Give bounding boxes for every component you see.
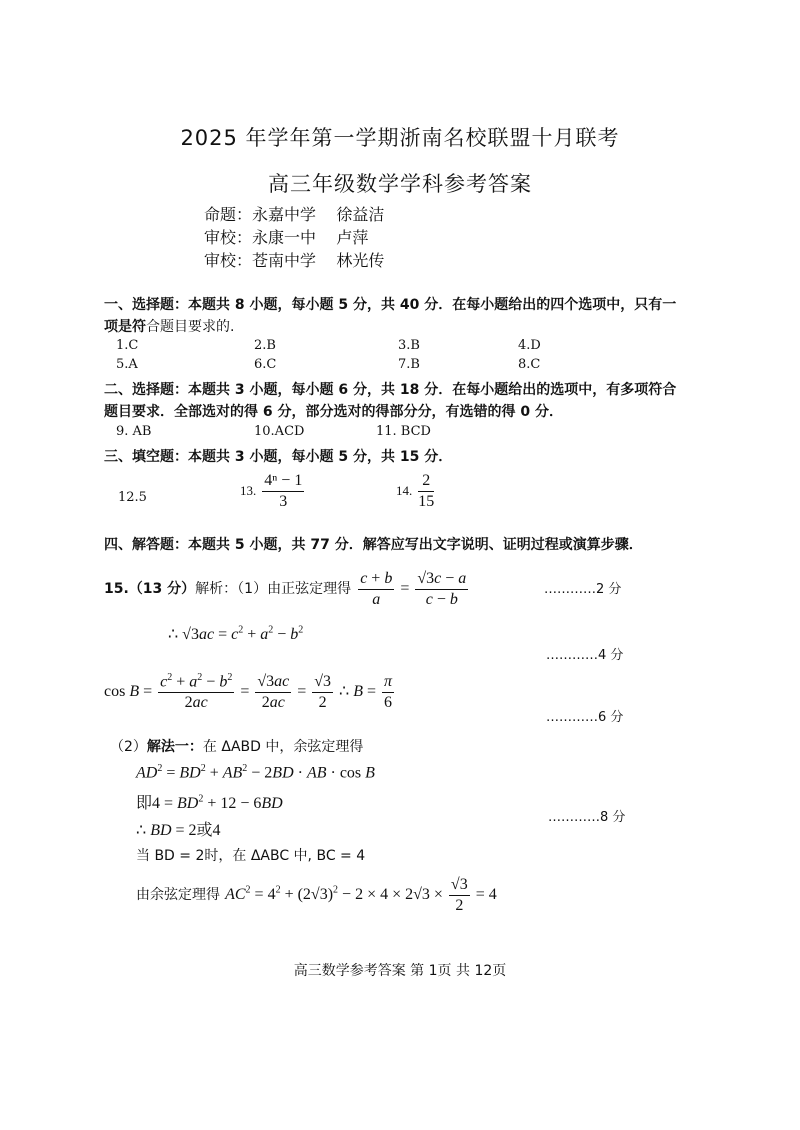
credit-line-3 [204, 248, 384, 271]
section3-heading: 三、填空题：本题共 3 小题，每小题 5 分，共 15 分． [104, 449, 453, 465]
section1-heading-cont-light: 合题目要求的. [146, 319, 235, 335]
answer-7: 7.B [398, 357, 420, 372]
q15-label: 15.（13 分） [104, 581, 196, 598]
answer-13-fraction [262, 472, 304, 511]
cosine-rule-line [136, 876, 497, 915]
q15-first-line [104, 570, 470, 609]
score-dots: ………… [544, 582, 596, 597]
answer-5: 5.A [116, 357, 138, 372]
page-footer: 高三数学参考答案 第 1页 共 12页 [293, 963, 507, 979]
answer-13-label: 13. [240, 483, 257, 499]
equation-AC2: $AC^2 = 4^2 + (2√3)^2 - 2 \times 4 \times 2√3$ × $\frac{√3}{2}$ = 4 [225, 876, 497, 914]
score-marker-6 [546, 706, 623, 725]
part2-label: （2） [110, 739, 147, 755]
score-marker-4 [546, 644, 623, 663]
when-BD-line: 当 BD = 2时，在 ΔABC 中, BC = 4 [136, 848, 366, 864]
answer-14-denominator: 15 [418, 493, 435, 510]
answer-14-label: 14. [396, 483, 413, 499]
credit-school: 苍南中学 [252, 251, 317, 270]
equation-cosB: cos B = $\frac{c^2 + a^2 - b^2}{2ac}$ = $\frac{√3ac}{2ac}$ = $\frac{√3}{2}$ ∴ B = $\frac{\pi}{6}$ [104, 672, 393, 712]
score-value: 6 分 [598, 710, 624, 725]
section1-heading-cont-bold: 项是符 [104, 319, 146, 335]
part2-text: 在 ΔABD 中，余弦定理得 [202, 739, 364, 755]
section2-heading-line1: 二、选择题：本题共 3 小题，每小题 6 分，共 18 分．在每小题给出的选项中，有多项符合 [104, 382, 677, 398]
cosine-rule-text: 由余弦定理得 [136, 887, 220, 904]
answer-14 [396, 472, 436, 511]
credit-school: 永嘉中学 [252, 205, 317, 224]
answer-3: 3.B [398, 338, 420, 353]
credit-name: 卢萍 [336, 228, 369, 247]
credit-role: 命题： [204, 205, 253, 224]
equation-sqrt3ac: ∴ $√3ac = c^2 + a^2 - b^2$ [168, 624, 304, 643]
credit-name: 徐益洁 [336, 205, 385, 224]
answer-13 [240, 472, 306, 511]
answer-13-denominator: 3 [279, 493, 288, 510]
answer-4: 4.D [518, 338, 541, 353]
answer-14-fraction [418, 472, 434, 511]
answer-14-numerator: 2 [418, 472, 434, 492]
score-value: 8 分 [600, 810, 626, 825]
answer-6: 6.C [254, 357, 277, 372]
answer-12: 12.5 [118, 490, 147, 505]
document-title: 2025 年学年第一学期浙南名校联盟十月联考 [180, 126, 620, 150]
equation-BD: ∴ BD = 2或4 [136, 822, 221, 839]
part2-line [110, 736, 363, 756]
credit-name: 林光传 [336, 251, 385, 270]
score-marker-8 [548, 806, 625, 825]
score-dots: ………… [548, 810, 600, 825]
score-dots: ………… [546, 648, 598, 663]
score-dots: ………… [546, 710, 598, 725]
credit-school: 永康一中 [252, 228, 317, 247]
equation-AD2: $AD^2 = BD^2 + AB^2 - 2BD$ · AB · cos B [136, 763, 375, 782]
answer-10: 10.ACD [254, 424, 305, 439]
score-marker-2 [544, 578, 621, 597]
credit-role: 审校： [204, 228, 253, 247]
section2-heading-line2: 题目要求．全部选对的得 6 分，部分选对的得部分分，有选错的得 0 分． [104, 404, 563, 420]
sine-rule-equation: $\frac{c + b}{a}$ = $\frac{√3c - a}{c - b}$ [360, 570, 467, 608]
method-label: 解法一： [146, 739, 203, 755]
score-value: 4 分 [598, 648, 624, 663]
answer-9: 9. AB [116, 424, 152, 439]
section4-heading: 四、解答题：本题共 5 小题，共 77 分．解答应写出文字说明、证明过程或演算步骤． [104, 537, 643, 553]
score-value: 2 分 [596, 582, 622, 597]
q15-intro: 解析：（1）由正弦定理得 [195, 581, 352, 598]
credit-line-2 [204, 225, 368, 248]
document-subtitle: 高三年级数学学科参考答案 [268, 172, 532, 196]
answer-1: 1.C [116, 338, 139, 353]
answer-11: 11. BCD [376, 424, 431, 439]
credit-role: 审校： [204, 251, 253, 270]
answer-2: 2.B [254, 338, 276, 353]
credit-line-1 [204, 202, 384, 225]
answer-8: 8.C [518, 357, 541, 372]
answer-13-numerator: 4ⁿ − 1 [262, 472, 304, 492]
equation-4eq: 即$4 = BD^2 + 12 - 6BD$ [136, 793, 283, 812]
section1-heading-cont [104, 316, 234, 336]
section1-heading: 一、选择题：本题共 8 小题，每小题 5 分，共 40 分．在每小题给出的四个选项中，只有一 [104, 297, 677, 313]
